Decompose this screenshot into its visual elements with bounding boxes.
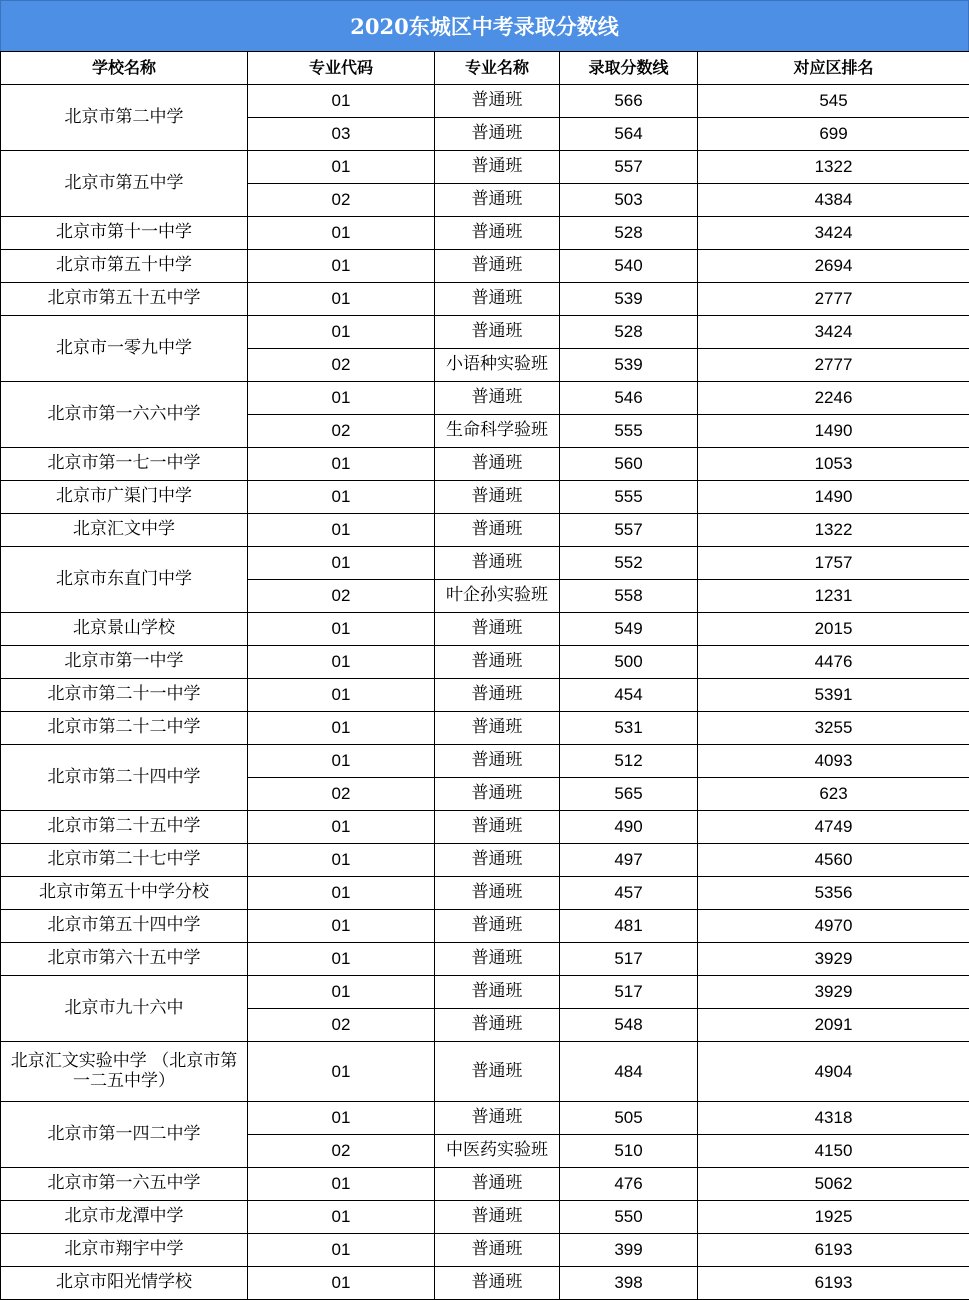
score-cell: 517: [560, 943, 698, 976]
major-code-cell: 01: [248, 316, 435, 349]
table-row: [1, 910, 969, 943]
major-code-cell: 01: [248, 811, 435, 844]
score-cell: 557: [560, 514, 698, 547]
score-cell: 557: [560, 151, 698, 184]
major-name-cell: 普通班: [435, 85, 560, 118]
major-code-cell: 02: [248, 1009, 435, 1042]
table-row: [1, 382, 969, 415]
school-name-cell: 北京市第二十七中学: [1, 844, 248, 877]
major-code-cell: 01: [248, 151, 435, 184]
score-cell: 548: [560, 1009, 698, 1042]
major-name-cell: 中医药实验班: [435, 1135, 560, 1168]
major-name-cell: 普通班: [435, 1201, 560, 1234]
table-row: [1, 811, 969, 844]
score-cell: 505: [560, 1102, 698, 1135]
major-name-cell: 普通班: [435, 316, 560, 349]
rank-cell: 4318: [698, 1102, 969, 1135]
major-name-cell: 普通班: [435, 118, 560, 151]
score-cell: 476: [560, 1168, 698, 1201]
score-cell: 399: [560, 1234, 698, 1267]
score-cell: 528: [560, 217, 698, 250]
rank-cell: 3255: [698, 712, 969, 745]
table-row: [1, 85, 969, 118]
rank-cell: 5062: [698, 1168, 969, 1201]
major-code-cell: 01: [248, 481, 435, 514]
major-code-cell: 01: [248, 910, 435, 943]
major-name-cell: 普通班: [435, 250, 560, 283]
score-cell: 398: [560, 1267, 698, 1300]
major-name-cell: 普通班: [435, 1042, 560, 1102]
table-row: [1, 1201, 969, 1234]
rank-cell: 1322: [698, 151, 969, 184]
rank-cell: 5356: [698, 877, 969, 910]
major-name-cell: 小语种实验班: [435, 349, 560, 382]
major-code-cell: 01: [248, 943, 435, 976]
rank-cell: 699: [698, 118, 969, 151]
major-name-cell: 普通班: [435, 184, 560, 217]
table-row: [1, 316, 969, 349]
major-code-cell: 01: [248, 976, 435, 1009]
page-title: 2020东城区中考录取分数线: [0, 0, 969, 51]
score-cell: 512: [560, 745, 698, 778]
major-code-cell: 01: [248, 250, 435, 283]
table-row: [1, 283, 969, 316]
score-cell: 539: [560, 283, 698, 316]
school-name-cell: 北京市第六十五中学: [1, 943, 248, 976]
major-code-cell: 01: [248, 514, 435, 547]
school-name-cell: 北京市一零九中学: [1, 316, 248, 382]
major-code-cell: 02: [248, 778, 435, 811]
table-row: [1, 1042, 969, 1102]
score-cell: 457: [560, 877, 698, 910]
school-name-cell: 北京市第十一中学: [1, 217, 248, 250]
major-name-cell: 生命科学验班: [435, 415, 560, 448]
major-code-cell: 01: [248, 85, 435, 118]
table-row: [1, 1267, 969, 1300]
table-row: [1, 712, 969, 745]
major-name-cell: 普通班: [435, 613, 560, 646]
major-name-cell: 普通班: [435, 481, 560, 514]
major-name-cell: 普通班: [435, 448, 560, 481]
table-body: [1, 85, 969, 1300]
major-code-cell: 01: [248, 646, 435, 679]
school-name-cell: 北京市第二十五中学: [1, 811, 248, 844]
rank-cell: 2015: [698, 613, 969, 646]
rank-cell: 1490: [698, 481, 969, 514]
major-name-cell: 普通班: [435, 217, 560, 250]
rank-cell: 623: [698, 778, 969, 811]
score-cell: 531: [560, 712, 698, 745]
column-header-major: 专业名称: [435, 52, 560, 85]
school-name-cell: 北京市龙潭中学: [1, 1201, 248, 1234]
rank-cell: 4560: [698, 844, 969, 877]
score-cell: 454: [560, 679, 698, 712]
table-row: [1, 1234, 969, 1267]
major-code-cell: 01: [248, 382, 435, 415]
major-code-cell: 01: [248, 679, 435, 712]
school-name-cell: 北京市广渠门中学: [1, 481, 248, 514]
major-code-cell: 01: [248, 844, 435, 877]
major-code-cell: 01: [248, 1168, 435, 1201]
score-cell: 500: [560, 646, 698, 679]
table-row: [1, 1102, 969, 1135]
score-cell: 546: [560, 382, 698, 415]
score-cell: 484: [560, 1042, 698, 1102]
major-name-cell: 普通班: [435, 1267, 560, 1300]
score-cell: 550: [560, 1201, 698, 1234]
major-name-cell: 普通班: [435, 943, 560, 976]
score-cell: 510: [560, 1135, 698, 1168]
school-name-cell: 北京汇文中学: [1, 514, 248, 547]
rank-cell: 3929: [698, 976, 969, 1009]
score-cell: 549: [560, 613, 698, 646]
rank-cell: 4093: [698, 745, 969, 778]
major-code-cell: 01: [248, 613, 435, 646]
school-name-cell: 北京市第一四二中学: [1, 1102, 248, 1168]
score-cell: 564: [560, 118, 698, 151]
major-name-cell: 普通班: [435, 514, 560, 547]
rank-cell: 2694: [698, 250, 969, 283]
major-code-cell: 01: [248, 877, 435, 910]
score-cell: 566: [560, 85, 698, 118]
column-header-rank: 对应区排名: [698, 52, 969, 85]
score-cell: 558: [560, 580, 698, 613]
rank-cell: 4384: [698, 184, 969, 217]
score-cell: 517: [560, 976, 698, 1009]
major-code-cell: 02: [248, 415, 435, 448]
rank-cell: 3424: [698, 316, 969, 349]
major-name-cell: 普通班: [435, 778, 560, 811]
rank-cell: 1231: [698, 580, 969, 613]
table-header: [1, 52, 969, 85]
header-row: [1, 52, 969, 85]
score-cell: 555: [560, 415, 698, 448]
school-name-cell: 北京汇文实验中学 （北京市第一二五中学）: [1, 1042, 248, 1102]
score-cell: 539: [560, 349, 698, 382]
table-row: [1, 943, 969, 976]
score-cell: 540: [560, 250, 698, 283]
major-name-cell: 普通班: [435, 679, 560, 712]
rank-cell: 1490: [698, 415, 969, 448]
major-name-cell: 普通班: [435, 976, 560, 1009]
score-cell: 528: [560, 316, 698, 349]
table-row: [1, 1168, 969, 1201]
rank-cell: 2777: [698, 349, 969, 382]
admission-score-table: [0, 51, 969, 1300]
score-cell: 481: [560, 910, 698, 943]
rank-cell: 6193: [698, 1234, 969, 1267]
table-row: [1, 547, 969, 580]
major-code-cell: 01: [248, 1201, 435, 1234]
rank-cell: 4970: [698, 910, 969, 943]
major-name-cell: 普通班: [435, 844, 560, 877]
school-name-cell: 北京市第五十中学分校: [1, 877, 248, 910]
major-code-cell: 02: [248, 349, 435, 382]
major-name-cell: 叶企孙实验班: [435, 580, 560, 613]
major-name-cell: 普通班: [435, 1009, 560, 1042]
rank-cell: 6193: [698, 1267, 969, 1300]
major-name-cell: 普通班: [435, 646, 560, 679]
major-code-cell: 01: [248, 1102, 435, 1135]
major-name-cell: 普通班: [435, 877, 560, 910]
major-code-cell: 01: [248, 745, 435, 778]
major-code-cell: 01: [248, 1234, 435, 1267]
major-name-cell: 普通班: [435, 1168, 560, 1201]
table-row: [1, 646, 969, 679]
score-cell: 555: [560, 481, 698, 514]
table-row: [1, 481, 969, 514]
school-name-cell: 北京市东直门中学: [1, 547, 248, 613]
table-row: [1, 613, 969, 646]
table-row: [1, 745, 969, 778]
major-name-cell: 普通班: [435, 151, 560, 184]
major-code-cell: 01: [248, 1042, 435, 1102]
school-name-cell: 北京市第二十二中学: [1, 712, 248, 745]
rank-cell: 1757: [698, 547, 969, 580]
table-row: [1, 976, 969, 1009]
school-name-cell: 北京市第二中学: [1, 85, 248, 151]
rank-cell: 4150: [698, 1135, 969, 1168]
school-name-cell: 北京市第五十四中学: [1, 910, 248, 943]
table-row: [1, 514, 969, 547]
table-row: [1, 217, 969, 250]
major-name-cell: 普通班: [435, 712, 560, 745]
school-name-cell: 北京市第一六五中学: [1, 1168, 248, 1201]
major-name-cell: 普通班: [435, 745, 560, 778]
rank-cell: 1925: [698, 1201, 969, 1234]
major-code-cell: 02: [248, 184, 435, 217]
major-code-cell: 01: [248, 448, 435, 481]
major-code-cell: 03: [248, 118, 435, 151]
major-name-cell: 普通班: [435, 547, 560, 580]
rank-cell: 3929: [698, 943, 969, 976]
school-name-cell: 北京市第五十五中学: [1, 283, 248, 316]
major-code-cell: 01: [248, 217, 435, 250]
rank-cell: 2246: [698, 382, 969, 415]
major-name-cell: 普通班: [435, 811, 560, 844]
rank-cell: 2777: [698, 283, 969, 316]
school-name-cell: 北京市第一六六中学: [1, 382, 248, 448]
score-cell: 552: [560, 547, 698, 580]
major-name-cell: 普通班: [435, 910, 560, 943]
major-name-cell: 普通班: [435, 1234, 560, 1267]
school-name-cell: 北京市阳光情学校: [1, 1267, 248, 1300]
school-name-cell: 北京市第一七一中学: [1, 448, 248, 481]
table-row: [1, 151, 969, 184]
school-name-cell: 北京市第五十中学: [1, 250, 248, 283]
school-name-cell: 北京市第一中学: [1, 646, 248, 679]
school-name-cell: 北京市第二十一中学: [1, 679, 248, 712]
table-row: [1, 448, 969, 481]
score-cell: 490: [560, 811, 698, 844]
major-code-cell: 01: [248, 1267, 435, 1300]
score-cell: 497: [560, 844, 698, 877]
table-row: [1, 844, 969, 877]
rank-cell: 4749: [698, 811, 969, 844]
table-row: [1, 250, 969, 283]
major-code-cell: 02: [248, 1135, 435, 1168]
rank-cell: 1322: [698, 514, 969, 547]
school-name-cell: 北京市九十六中: [1, 976, 248, 1042]
major-name-cell: 普通班: [435, 1102, 560, 1135]
score-cell: 503: [560, 184, 698, 217]
major-name-cell: 普通班: [435, 283, 560, 316]
major-code-cell: 02: [248, 580, 435, 613]
score-cell: 565: [560, 778, 698, 811]
major-name-cell: 普通班: [435, 382, 560, 415]
major-code-cell: 01: [248, 712, 435, 745]
school-name-cell: 北京市第二十四中学: [1, 745, 248, 811]
major-code-cell: 01: [248, 283, 435, 316]
table-row: [1, 679, 969, 712]
rank-cell: 2091: [698, 1009, 969, 1042]
school-name-cell: 北京市翔宇中学: [1, 1234, 248, 1267]
column-header-code: 专业代码: [248, 52, 435, 85]
table-row: [1, 877, 969, 910]
rank-cell: 1053: [698, 448, 969, 481]
rank-cell: 545: [698, 85, 969, 118]
score-cell: 560: [560, 448, 698, 481]
rank-cell: 3424: [698, 217, 969, 250]
major-code-cell: 01: [248, 547, 435, 580]
column-header-score: 录取分数线: [560, 52, 698, 85]
rank-cell: 5391: [698, 679, 969, 712]
rank-cell: 4904: [698, 1042, 969, 1102]
school-name-cell: 北京市第五中学: [1, 151, 248, 217]
school-name-cell: 北京景山学校: [1, 613, 248, 646]
column-header-school: 学校名称: [1, 52, 248, 85]
rank-cell: 4476: [698, 646, 969, 679]
